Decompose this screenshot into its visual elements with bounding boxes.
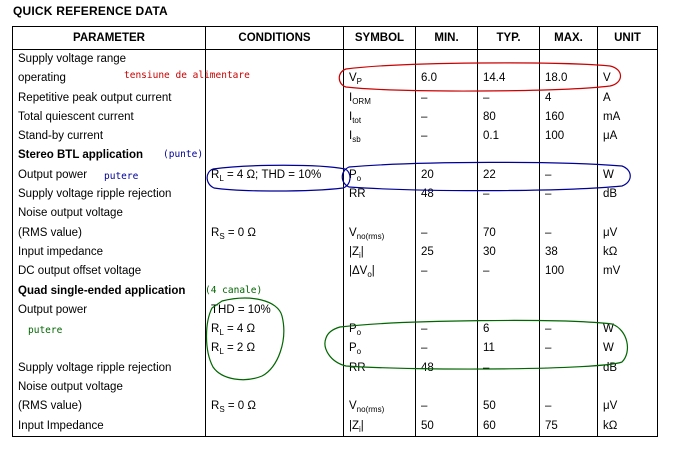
cell-conditions (206, 204, 344, 223)
cell-max (540, 378, 598, 397)
cell-symbol (344, 243, 416, 262)
cell-symbol-subscript: o (367, 270, 372, 280)
cell-symbol-subscript: o (356, 328, 362, 338)
cell-max: 4 (540, 89, 598, 108)
cell-symbol-subscript: o (356, 173, 362, 183)
cell-unit (598, 50, 658, 70)
cell-symbol (344, 108, 416, 127)
table-row (13, 243, 658, 262)
empty-cell (344, 146, 416, 165)
cell-unit (598, 204, 658, 223)
cell-symbol-main: P (349, 342, 357, 355)
cell-parameter: Noise output voltage (13, 204, 206, 223)
cell-conditions-subscript: L (219, 173, 224, 183)
cell-symbol-rest: | (360, 245, 364, 258)
cell-conditions-rest: = 4 Ω; THD = 10% (223, 168, 322, 181)
cell-parameter: operating (13, 69, 206, 88)
table-row (13, 378, 658, 397)
table-row (13, 417, 658, 437)
cell-symbol (344, 127, 416, 146)
cell-min (416, 50, 478, 70)
cell-typ: 11 (478, 339, 540, 358)
cell-typ: 0.1 (478, 127, 540, 146)
cell-conditions (206, 50, 344, 70)
table-row (13, 397, 658, 416)
cell-min: 50 (416, 417, 478, 437)
header-symbol: SYMBOL (344, 27, 416, 50)
empty-cell (416, 282, 478, 301)
table-row (13, 89, 658, 108)
cell-parameter: (RMS value) (13, 397, 206, 416)
cell-parameter: Supply voltage ripple rejection (13, 359, 206, 378)
cell-conditions-main: THD = 10% (211, 303, 271, 316)
cell-symbol (344, 166, 416, 185)
cell-parameter (13, 339, 206, 358)
cell-symbol-main: RR (349, 188, 366, 201)
cell-min: – (416, 108, 478, 127)
cell-conditions (206, 166, 344, 185)
cell-conditions-main: R (211, 400, 220, 413)
cell-symbol (344, 397, 416, 416)
header-conditions: CONDITIONS (206, 27, 344, 50)
cell-symbol-subscript: no(rms) (356, 405, 385, 415)
cell-symbol (344, 204, 416, 223)
cell-symbol-rest: | (371, 265, 375, 278)
page-title: QUICK REFERENCE DATA (13, 4, 168, 18)
empty-cell (540, 282, 598, 301)
cell-parameter: Noise output voltage (13, 378, 206, 397)
cell-conditions-rest: = 0 Ω (224, 226, 256, 239)
cell-conditions (206, 127, 344, 146)
cell-max: – (540, 339, 598, 358)
cell-max: – (540, 359, 598, 378)
cell-conditions-subscript: L (219, 347, 224, 357)
cell-unit: W (598, 320, 658, 339)
cell-max: 18.0 (540, 69, 598, 88)
cell-min: 48 (416, 185, 478, 204)
cell-symbol-subscript: i (359, 250, 361, 260)
cell-conditions-subscript: L (219, 328, 224, 338)
cell-typ: 50 (478, 397, 540, 416)
cell-min: – (416, 89, 478, 108)
cell-parameter: Input impedance (13, 243, 206, 262)
cell-parameter: DC output offset voltage (13, 262, 206, 281)
cell-conditions (206, 320, 344, 339)
table-row (13, 359, 658, 378)
empty-cell (598, 282, 658, 301)
cell-parameter: Stand-by current (13, 127, 206, 146)
table-row (13, 320, 658, 339)
cell-min: 20 (416, 166, 478, 185)
table-row (13, 204, 658, 223)
cell-conditions-subscript: S (219, 231, 225, 241)
cell-parameter: Output power (13, 166, 206, 185)
cell-max: 38 (540, 243, 598, 262)
cell-unit: kΩ (598, 417, 658, 437)
cell-symbol (344, 320, 416, 339)
annotation-quad: (4 canale) (205, 285, 263, 296)
cell-unit: mA (598, 108, 658, 127)
cell-min: 6.0 (416, 69, 478, 88)
cell-symbol (344, 224, 416, 243)
cell-typ (478, 378, 540, 397)
cell-parameter: Repetitive peak output current (13, 89, 206, 108)
annotation-quad-power: putere (28, 325, 63, 336)
table-row (13, 108, 658, 127)
cell-parameter: Output power (13, 301, 206, 320)
cell-max: – (540, 397, 598, 416)
cell-conditions (206, 185, 344, 204)
header-max: MAX. (540, 27, 598, 50)
cell-conditions-main: R (211, 323, 220, 336)
cell-typ: 80 (478, 108, 540, 127)
empty-cell (344, 282, 416, 301)
empty-cell (206, 146, 344, 165)
cell-max (540, 50, 598, 70)
cell-typ (478, 50, 540, 70)
cell-max (540, 301, 598, 320)
cell-typ: – (478, 359, 540, 378)
cell-symbol (344, 69, 416, 88)
cell-unit: V (598, 69, 658, 88)
empty-cell (478, 282, 540, 301)
cell-unit (598, 301, 658, 320)
cell-min: – (416, 397, 478, 416)
cell-conditions-rest: = 2 Ω (223, 342, 256, 355)
empty-cell (540, 146, 598, 165)
table-row (13, 301, 658, 320)
section-heading: Stereo BTL application (13, 146, 206, 165)
cell-typ: – (478, 262, 540, 281)
cell-min: 48 (416, 359, 478, 378)
cell-symbol-subscript: i (359, 424, 361, 434)
quick-reference-table (12, 26, 658, 437)
cell-conditions-rest: = 0 Ω (224, 400, 256, 413)
cell-symbol (344, 417, 416, 437)
cell-min (416, 204, 478, 223)
cell-unit: kΩ (598, 243, 658, 262)
cell-max: – (540, 320, 598, 339)
cell-symbol-rest: | (360, 419, 364, 432)
cell-symbol-main: I (349, 91, 353, 104)
cell-symbol-subscript: sb (352, 135, 361, 145)
cell-parameter: Input Impedance (13, 417, 206, 437)
cell-typ: 30 (478, 243, 540, 262)
empty-cell (598, 146, 658, 165)
cell-min: 25 (416, 243, 478, 262)
table-row (13, 339, 658, 358)
cell-typ (478, 301, 540, 320)
cell-symbol-main: V (349, 400, 357, 413)
table-row (13, 224, 658, 243)
cell-symbol (344, 89, 416, 108)
cell-conditions-main: R (211, 168, 220, 181)
cell-conditions-rest: = 4 Ω (223, 323, 256, 336)
table-header-row (13, 27, 658, 50)
cell-symbol-subscript: o (356, 347, 362, 357)
cell-symbol (344, 378, 416, 397)
table-row (13, 282, 658, 301)
cell-symbol-main: |Z (349, 245, 360, 258)
cell-conditions (206, 378, 344, 397)
cell-unit: μV (598, 224, 658, 243)
cell-conditions-main: R (211, 226, 220, 239)
cell-conditions (206, 301, 344, 320)
cell-max: – (540, 185, 598, 204)
cell-unit (598, 378, 658, 397)
cell-unit: A (598, 89, 658, 108)
cell-parameter: Total quiescent current (13, 108, 206, 127)
cell-max: 100 (540, 127, 598, 146)
cell-unit: dB (598, 185, 658, 204)
header-typ: TYP. (478, 27, 540, 50)
cell-typ: 14.4 (478, 69, 540, 88)
cell-min: – (416, 127, 478, 146)
cell-parameter: Supply voltage range (13, 50, 206, 70)
annotation-supply: tensiune de alimentare (124, 70, 250, 81)
cell-conditions (206, 417, 344, 437)
cell-typ: 22 (478, 166, 540, 185)
cell-min: – (416, 224, 478, 243)
cell-symbol-main: RR (349, 361, 366, 374)
cell-symbol-main: |Z (349, 419, 360, 432)
cell-unit: μV (598, 397, 658, 416)
cell-min (416, 378, 478, 397)
cell-conditions (206, 89, 344, 108)
cell-max: – (540, 166, 598, 185)
annotation-btl-power: putere (104, 171, 139, 182)
cell-symbol-main: V (349, 226, 357, 239)
table-row (13, 127, 658, 146)
cell-symbol (344, 301, 416, 320)
cell-symbol (344, 339, 416, 358)
cell-typ: 70 (478, 224, 540, 243)
cell-symbol-subscript: no(rms) (356, 231, 385, 241)
cell-max: 160 (540, 108, 598, 127)
cell-conditions (206, 262, 344, 281)
cell-symbol-subscript: tot (352, 115, 362, 125)
section-heading: Quad single-ended application (13, 282, 206, 301)
cell-unit: W (598, 339, 658, 358)
cell-conditions-main: R (211, 342, 220, 355)
cell-max: 100 (540, 262, 598, 281)
cell-unit: mV (598, 262, 658, 281)
table-row (13, 69, 658, 88)
cell-conditions (206, 224, 344, 243)
cell-min: – (416, 320, 478, 339)
cell-typ (478, 204, 540, 223)
empty-cell (478, 146, 540, 165)
cell-symbol-main: P (349, 323, 357, 336)
header-parameter: PARAMETER (13, 27, 206, 50)
cell-symbol (344, 262, 416, 281)
cell-symbol (344, 50, 416, 70)
annotation-btl: (punte) (163, 149, 204, 160)
cell-symbol-main: I (349, 130, 353, 143)
table-row (13, 262, 658, 281)
cell-min: – (416, 262, 478, 281)
cell-symbol-main: P (349, 168, 357, 181)
cell-symbol-main: |ΔV (349, 265, 368, 278)
cell-conditions (206, 359, 344, 378)
cell-symbol-subscript: P (356, 77, 363, 87)
cell-typ: 60 (478, 417, 540, 437)
cell-conditions (206, 397, 344, 416)
table-row (13, 146, 658, 165)
table-row (13, 50, 658, 70)
cell-min: – (416, 339, 478, 358)
cell-parameter: Supply voltage ripple rejection (13, 185, 206, 204)
cell-unit: dB (598, 359, 658, 378)
cell-parameter: (RMS value) (13, 224, 206, 243)
empty-cell (416, 146, 478, 165)
cell-max: 75 (540, 417, 598, 437)
cell-symbol-subscript: ORM (352, 96, 371, 106)
cell-max (540, 204, 598, 223)
cell-conditions (206, 243, 344, 262)
header-min: MIN. (416, 27, 478, 50)
cell-conditions (206, 339, 344, 358)
cell-typ: – (478, 89, 540, 108)
cell-symbol (344, 185, 416, 204)
cell-symbol (344, 359, 416, 378)
cell-typ: 6 (478, 320, 540, 339)
cell-unit: μA (598, 127, 658, 146)
cell-conditions-subscript: S (219, 405, 225, 415)
header-unit: UNIT (598, 27, 658, 50)
cell-min (416, 301, 478, 320)
cell-conditions (206, 108, 344, 127)
table-row (13, 185, 658, 204)
cell-symbol-main: I (349, 110, 353, 123)
cell-unit: W (598, 166, 658, 185)
cell-symbol-main: V (349, 72, 357, 85)
cell-typ: – (478, 185, 540, 204)
cell-max: – (540, 224, 598, 243)
